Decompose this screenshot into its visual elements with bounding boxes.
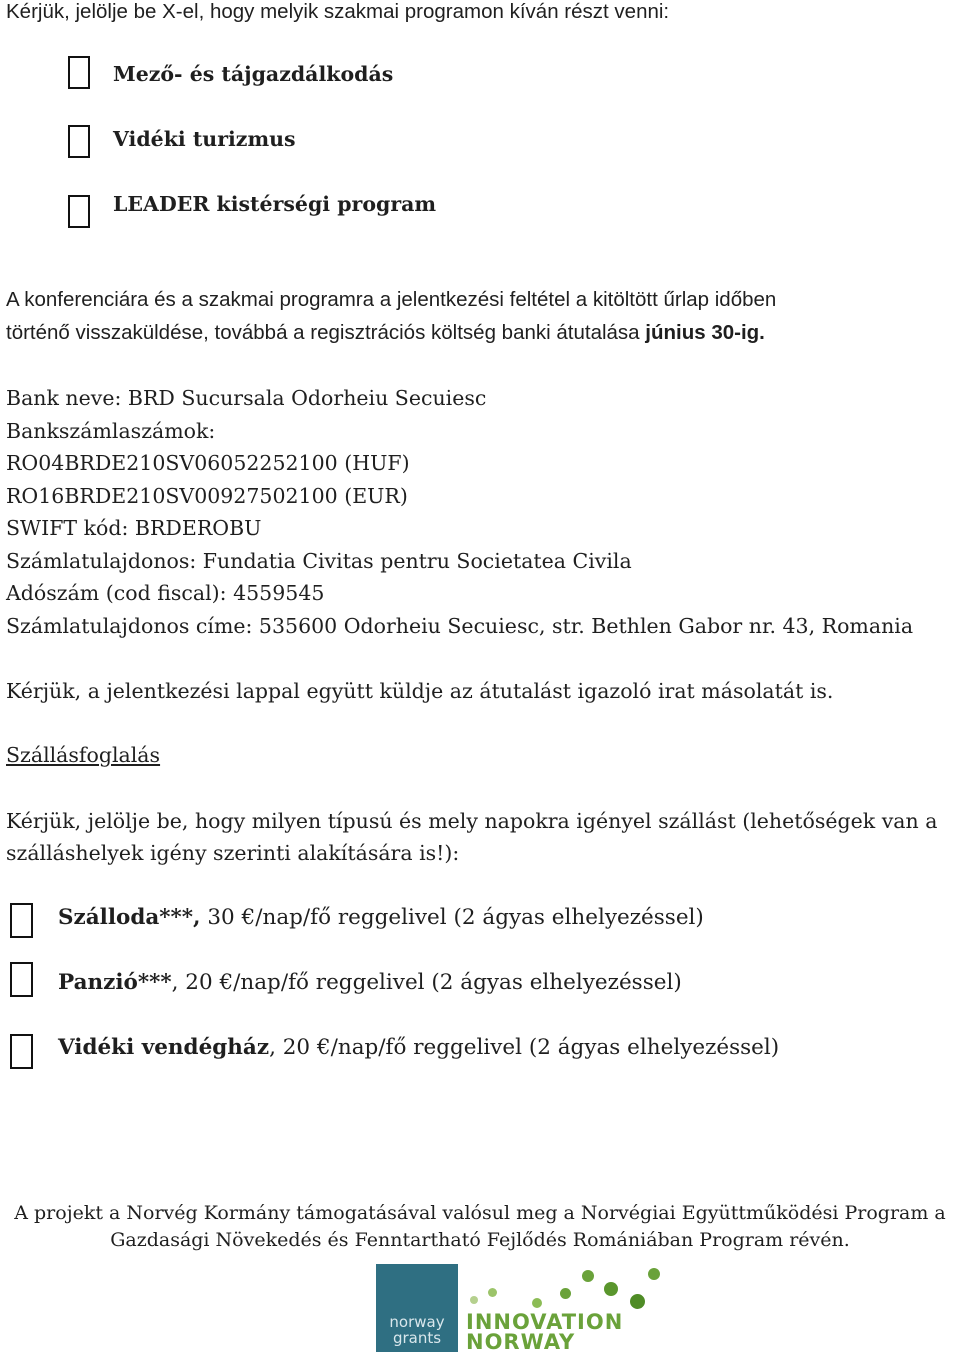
accommodation-checkbox-guesthouse[interactable] [10,1034,33,1069]
bank-tax-id: Adószám (cod fiscal): 4559545 [6,581,325,605]
deadline-text: történő visszaküldése, továbbá a regisztrációs költség banki átutalása [6,321,646,344]
bank-name: Bank neve: BRD Sucursala Odorheiu Secuiesc [6,386,487,410]
accommodation-checkbox-pension[interactable] [10,962,33,997]
accommodation-option-detail: 30 €/nap/fő reggelivel (2 ágyas elhelyezéssel) [200,905,704,930]
program-checkbox-3[interactable] [68,195,90,228]
copy-request: Kérjük, a jelentkezési lappal együtt küldje az átutalást igazoló irat másolatát is. [6,679,834,703]
program-checkbox-2[interactable] [68,125,90,158]
innovation-norway-word-2: NORWAY [466,1330,576,1354]
deadline-date: június 30-ig. [645,321,765,344]
program-label-1: Mező- és tájgazdálkodás [113,62,394,86]
footer-line-1: A projekt a Norvég Kormány támogatásával valósul meg a Norvégiai Együttműködési Program a [14,1202,946,1224]
accommodation-option-detail: , 20 €/nap/fő reggelivel (2 ágyas elhelyezéssel) [171,970,682,995]
logo-dot [560,1288,571,1299]
innovation-norway-word-1: INNOVATION [466,1310,624,1334]
logo-dot [532,1298,542,1308]
norway-grants-logo [376,1264,458,1352]
logo-dot [470,1296,478,1304]
bank-accounts-label: Bankszámlaszámok: [6,419,216,443]
accommodation-option-pension [58,970,682,995]
accommodation-option-hotel [58,905,704,930]
accommodation-option-detail: , 20 €/nap/fő reggelivel (2 ágyas elhelyezéssel) [269,1035,780,1060]
bank-owner: Számlatulajdonos: Fundatia Civitas pentru Societatea Civila [6,549,632,573]
accommodation-line-2: szálláshelyek igény szerinti alakítására is!): [6,841,460,865]
bank-account-huf: RO04BRDE210SV06052252100 (HUF) [6,451,410,475]
accommodation-option-name: Panzió*** [58,970,172,995]
bank-owner-address: Számlatulajdonos címe: 535600 Odorheiu Secuiesc, str. Bethlen Gabor nr. 43, Romania [6,614,914,638]
footer-line-2: Gazdasági Növekedés és Fenntartható Fejlődés Romániában Program révén. [110,1229,850,1251]
program-label-3: LEADER kistérségi program [113,192,437,216]
logo-dot [630,1294,645,1309]
logo-dot [648,1268,660,1280]
accommodation-option-name: Szálloda***, [58,905,201,930]
accommodation-option-guesthouse [58,1035,779,1060]
logo-dot [582,1270,594,1282]
norway-grants-logo-word-2: grants [392,1329,442,1347]
accommodation-checkbox-hotel[interactable] [10,903,33,938]
bank-swift: SWIFT kód: BRDEROBU [6,516,262,540]
bank-account-eur: RO16BRDE210SV00927502100 (EUR) [6,484,408,508]
deadline-line-1: A konferenciára és a szakmai programra a jelentkezési feltétel a kitöltött űrlap időben [6,288,777,311]
accommodation-line-1: Kérjük, jelölje be, hogy milyen típusú és mely napokra igényel szállást (lehetőségek van a [6,809,938,833]
program-label-2: Vidéki turizmus [113,127,296,151]
accommodation-option-name: Vidéki vendégház [58,1035,270,1060]
deadline-line-2 [6,321,765,345]
logo-dot [604,1282,618,1296]
norway-grants-logo-word-1: norway [389,1313,445,1331]
logo-dot [488,1288,497,1297]
accommodation-heading: Szállásfoglalás [6,743,161,767]
program-checkbox-1[interactable] [68,56,90,89]
intro-text: Kérjük, jelölje be X-el, hogy melyik szakmai programon kíván részt venni: [6,0,670,23]
